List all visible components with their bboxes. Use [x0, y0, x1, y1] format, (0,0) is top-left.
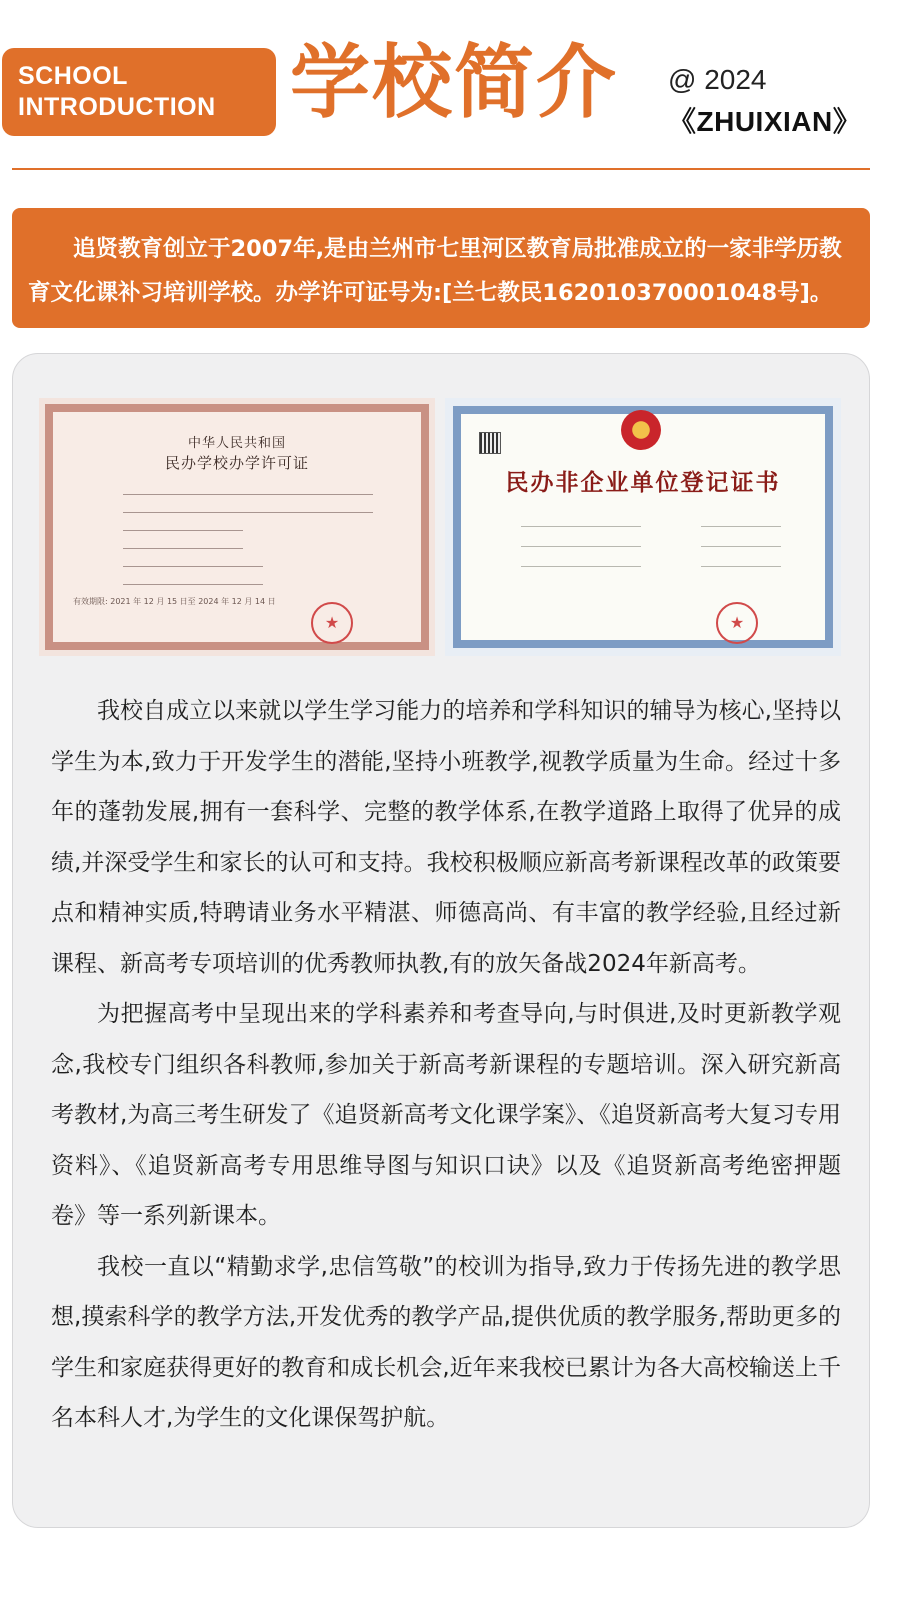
license-line	[123, 548, 243, 549]
qr-code-icon	[479, 432, 501, 454]
license-line	[123, 512, 373, 513]
national-emblem-icon	[621, 410, 661, 450]
registration-line	[521, 526, 641, 527]
registration-line	[521, 546, 641, 547]
registration-certificate-image	[445, 398, 841, 656]
registration-line	[701, 526, 781, 527]
license-title-line2: 民办学校办学许可证	[164, 454, 309, 472]
header-divider	[12, 168, 870, 170]
official-seal-icon: ★	[716, 602, 758, 644]
english-title-badge	[2, 48, 276, 136]
license-line	[123, 566, 263, 567]
introduction-body	[51, 686, 841, 1444]
registration-title: 民办非企业单位登记证书	[505, 470, 781, 496]
paragraph: 为把握高考中呈现出来的学科素养和考查导向,与时俱进,及时更新教学观念,我校专门组织各科教师,参加关于新高考新课程的专题培训。深入研究新高考教材,为高三考生研发了《追贤新高考文化课学案》、《追贤新高考大复习专用资料》、《追贤新高考专用思维导图与知识口诀》以及《追贤新高考绝密押题卷》等一系列新课本。	[51, 1001, 841, 1229]
license-validity: 有效期限: 2021 年 12 月 15 日至 2024 年 12 月 14 日	[73, 597, 276, 606]
registration-line	[701, 566, 781, 567]
license-frame	[45, 404, 429, 650]
school-license-certificate-image	[39, 398, 435, 656]
registration-line	[701, 546, 781, 547]
year-label: @ 2024	[668, 64, 767, 95]
page-title: 学校简介	[290, 36, 618, 129]
english-title-line2: INTRODUCTION	[18, 93, 216, 121]
paragraph: 我校自成立以来就以学生学习能力的培养和学科知识的辅导为核心,坚持以学生为本,致力于开发学生的潜能,坚持小班教学,视教学质量为生命。经过十多年的蓬勃发展,拥有一套科学、完整的教学体系,在教学道路上取得了优异的成绩,并深受学生和家长的认可和支持。我校积极顺应新高考新课程改革的政策要点和精神实质,特聘请业务水平精湛、师德高尚、有丰富的教学经验,且经过新课程、新高考专项培训的优秀教师执教,有的放矢备战2024年新高考。	[51, 698, 841, 977]
intro-banner: 追贤教育创立于2007年,是由兰州市七里河区教育局批准成立的一家非学历教育文化课补习培训学校。办学许可证号为:[兰七教民162010370001048号]。	[12, 208, 870, 328]
paragraph: 我校一直以“精勤求学,忠信笃敬”的校训为指导,致力于传扬先进的教学思想,摸索科学的教学方法,开发优秀的教学产品,提供优质的教学服务,帮助更多的学生和家庭获得更好的教育和成长机会,近年来我校已累计为各大高校输送上千名本科人才,为学生的文化课保驾护航。	[51, 1253, 841, 1431]
license-line	[123, 530, 243, 531]
license-line	[123, 494, 373, 495]
registration-line	[521, 566, 641, 567]
brand-label: 《ZHUIXIAN》	[668, 106, 862, 137]
license-title-line1: 中华人民共和国	[187, 436, 286, 451]
license-line	[123, 584, 263, 585]
content-card	[12, 353, 870, 1528]
english-title-line1: SCHOOL	[18, 62, 128, 90]
page-header	[0, 0, 900, 175]
registration-frame	[453, 406, 833, 648]
official-seal-icon: ★	[311, 602, 353, 644]
